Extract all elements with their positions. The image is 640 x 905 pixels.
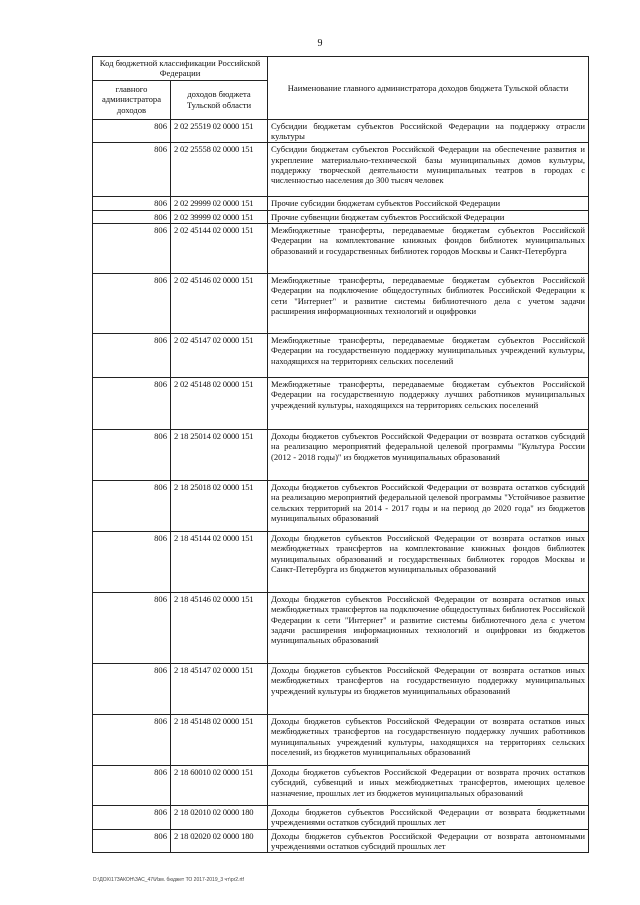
admin-code-cell: 806: [93, 829, 171, 853]
income-name-cell: Межбюджетные трансферты, передаваемые бюджетам субъектов Российской Федерации на подключение общедоступных библиотек Российской Федерации к сети "Интернет" и развитие системы библиотечного дела с учетом задачи расширения информационных технологий и оцифровки: [268, 273, 589, 333]
kbk-group-header: Код бюджетной классификации Российской Федерации: [93, 57, 268, 81]
table-row: [93, 333, 589, 377]
income-name-cell: Межбюджетные трансферты, передаваемые бюджетам субъектов Российской Федерации на государственную поддержку муниципальных учреждений культуры, находящихся на территориях сельских поселений: [268, 333, 589, 377]
income-name-cell: Доходы бюджетов субъектов Российской Федерации от возврата остатков иных межбюджетных трансфертов на государственную поддержку лучших работников муниципальных учреждений культуры, находящихся на территориях сельских поселений, из бюджетов муниципальных образований: [268, 714, 589, 765]
income-code-cell: 2 18 25014 02 0000 151: [171, 429, 268, 480]
admin-code-cell: 806: [93, 119, 171, 143]
income-code-cell: 2 02 25519 02 0000 151: [171, 119, 268, 143]
admin-code-cell: 806: [93, 531, 171, 592]
income-code-cell: 2 18 60010 02 0000 151: [171, 765, 268, 805]
table-row: [93, 714, 589, 765]
table-header: [93, 57, 589, 120]
income-code-cell: 2 18 25018 02 0000 151: [171, 480, 268, 531]
admin-code-cell: 806: [93, 592, 171, 663]
admin-code-cell: 806: [93, 210, 171, 223]
income-code-cell: 2 18 45146 02 0000 151: [171, 592, 268, 663]
admin-code-cell: 806: [93, 197, 171, 210]
income-name-cell: Доходы бюджетов субъектов Российской Федерации от возврата автономными учреждениями остатков субсидий прошлых лет: [268, 829, 589, 853]
income-code-cell: 2 02 45148 02 0000 151: [171, 377, 268, 429]
budget-classification-table: [92, 56, 589, 853]
income-name-cell: Межбюджетные трансферты, передаваемые бюджетам субъектов Российской Федерации на государственную поддержку лучших работников муниципальных учреждений культуры, находящихся на территориях сельских поселений: [268, 377, 589, 429]
income-code-cell: 2 18 02020 02 0000 180: [171, 829, 268, 853]
admin-code-cell: 806: [93, 480, 171, 531]
income-name-cell: Доходы бюджетов субъектов Российской Федерации от возврата остатков иных межбюджетных трансфертов на государственную поддержку муниципальных учреждений культуры из бюджетов муниципальных образований: [268, 663, 589, 714]
main-admin-header: главного администратора доходов: [93, 80, 171, 119]
table-row: [93, 273, 589, 333]
admin-code-cell: 806: [93, 333, 171, 377]
income-code-cell: 2 18 45147 02 0000 151: [171, 663, 268, 714]
income-name-cell: Доходы бюджетов субъектов Российской Федерации от возврата остатков субсидий на реализацию мероприятий федеральной целевой программы "Устойчивое развитие сельских территорий на 2014 - 2017 годы и на период до 2020 года" из бюджетов муниципальных образований: [268, 480, 589, 531]
admin-code-cell: 806: [93, 663, 171, 714]
admin-code-cell: 806: [93, 223, 171, 273]
table-body: [93, 119, 589, 853]
income-code-cell: 2 18 02010 02 0000 180: [171, 805, 268, 829]
budget-income-header: доходов бюджета Тульской области: [171, 80, 268, 119]
admin-code-cell: 806: [93, 765, 171, 805]
admin-code-cell: 806: [93, 714, 171, 765]
income-code-cell: 2 02 45144 02 0000 151: [171, 223, 268, 273]
table-row: [93, 210, 589, 223]
table-row: [93, 805, 589, 829]
table-row: [93, 480, 589, 531]
table-row: [93, 197, 589, 210]
income-name-cell: Доходы бюджетов субъектов Российской Федерации от возврата остатков иных межбюджетных трансфертов на подключение общедоступных библиотек Российской Федерации к сети "Интернет" и развитие системы библиотечного дела с учетом задачи расширения информационных технологий и оцифровки из бюджетов муниципальных образований: [268, 592, 589, 663]
table-row: [93, 119, 589, 143]
income-code-cell: 2 02 45147 02 0000 151: [171, 333, 268, 377]
table-row: [93, 663, 589, 714]
admin-code-cell: 806: [93, 143, 171, 197]
income-name-cell: Межбюджетные трансферты, передаваемые бюджетам субъектов Российской Федерации на комплектование книжных фондов библиотек муниципальных образований и государственных библиотек городов Москвы и Санкт-Петербурга: [268, 223, 589, 273]
table-row: [93, 223, 589, 273]
income-code-cell: 2 02 29999 02 0000 151: [171, 197, 268, 210]
income-name-cell: Прочие субвенции бюджетам субъектов Российской Федерации: [268, 210, 589, 223]
table-row: [93, 592, 589, 663]
admin-code-cell: 806: [93, 429, 171, 480]
table-row: [93, 829, 589, 853]
income-name-cell: Субсидии бюджетам субъектов Российской Федерации на поддержку отрасли культуры: [268, 119, 589, 143]
admin-code-cell: 806: [93, 377, 171, 429]
table-row: [93, 377, 589, 429]
table-row: [93, 531, 589, 592]
page-number: 9: [317, 38, 323, 49]
income-code-cell: 2 02 25558 02 0000 151: [171, 143, 268, 197]
income-code-cell: 2 18 45148 02 0000 151: [171, 714, 268, 765]
admin-code-cell: 806: [93, 805, 171, 829]
income-name-cell: Доходы бюджетов субъектов Российской Федерации от возврата бюджетными учреждениями остатков субсидий прошлых лет: [268, 805, 589, 829]
income-code-cell: 2 18 45144 02 0000 151: [171, 531, 268, 592]
income-name-cell: Прочие субсидии бюджетам субъектов Российской Федерации: [268, 197, 589, 210]
name-column-header: Наименование главного администратора доходов бюджета Тульской области: [268, 57, 589, 120]
table-row: [93, 765, 589, 805]
file-path-footer: D:\ДОХ\17ЗАКОН\ЗАС_47\Изм. бюджет ТО 2017-2019_3 чт\pr2.rtf: [93, 877, 244, 883]
income-name-cell: Доходы бюджетов субъектов Российской Федерации от возврата остатков субсидий на реализацию мероприятий федеральной целевой программы "Культура России (2012 - 2018 годы)" из бюджетов муниципальных образований: [268, 429, 589, 480]
income-name-cell: Субсидии бюджетам субъектов Российской Федерации на обеспечение развития и укрепление материально-технической базы муниципальных домов культуры, поддержку творческой деятельности муниципальных театров в городах с численностью населения до 300 тысяч человек: [268, 143, 589, 197]
table-row: [93, 429, 589, 480]
income-name-cell: Доходы бюджетов субъектов Российской Федерации от возврата остатков иных межбюджетных трансфертов на комплектование книжных фондов библиотек муниципальных образований и государственных библиотек городов Москвы и Санкт-Петербурга из бюджетов муниципальных образований: [268, 531, 589, 592]
table-row: [93, 143, 589, 197]
admin-code-cell: 806: [93, 273, 171, 333]
income-name-cell: Доходы бюджетов субъектов Российской Федерации от возврата прочих остатков субсидий, субвенций и иных межбюджетных трансфертов, имеющих целевое назначение, прошлых лет из бюджетов муниципальных образований: [268, 765, 589, 805]
income-code-cell: 2 02 45146 02 0000 151: [171, 273, 268, 333]
income-code-cell: 2 02 39999 02 0000 151: [171, 210, 268, 223]
